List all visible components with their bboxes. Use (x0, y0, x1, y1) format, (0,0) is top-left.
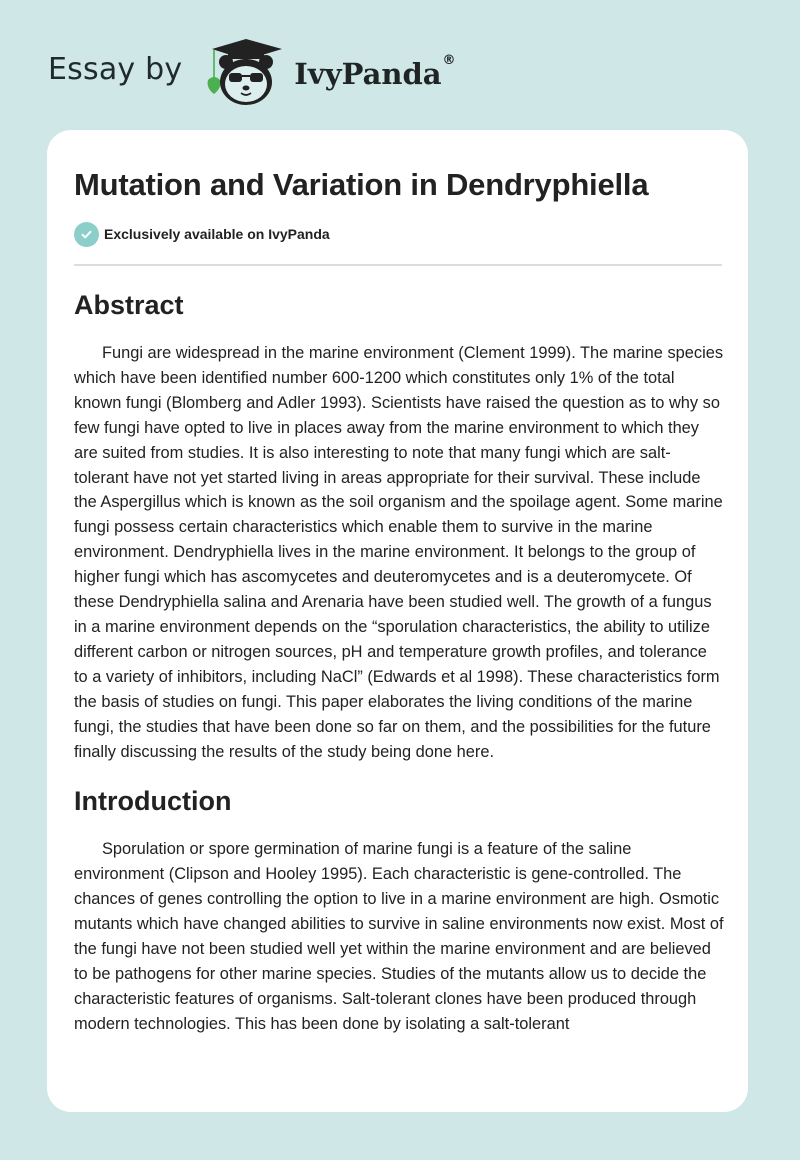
section-paragraph: Sporulation or spore germination of marine fungi is a feature of the saline environment (Clipson and Hooley 1995). Each characteristic is gene-controlled. The chances of genes controlling the option to live in a marine environment are high. Osmotic mutants which have changed abilities to survive in saline environments now exist. Most of the fungi have not been studied well yet within the marine environment and are believed to be pathogens for other marine species. Studies of the mutants allow us to decide the characteristic features of organisms. Salt-tolerant clones have been produced through modern technologies. This has been done by isolating a salt-tolerant (74, 840, 724, 1033)
exclusive-badge (74, 221, 722, 247)
section-introduction (74, 784, 722, 1036)
brand-name[interactable] (294, 52, 456, 91)
essay-card (47, 130, 748, 1112)
badge-text: Exclusively available on IvyPanda (104, 226, 330, 242)
check-circle-icon (74, 222, 99, 247)
registered-mark: ® (442, 52, 456, 68)
section-heading: Introduction (74, 786, 232, 817)
divider (74, 264, 722, 266)
page-title: Mutation and Variation in Dendryphiella (74, 167, 649, 202)
brand-name-text: IvyPanda (294, 56, 442, 91)
panda-graduate-icon[interactable] (200, 34, 286, 110)
section-abstract (74, 288, 722, 764)
site-header (48, 34, 456, 110)
section-paragraph: Fungi are widespread in the marine environment (Clement 1999). The marine species which have been identified number 600-1200 which constitutes only 1% of the total known fungi (Blomberg and Adler 1993). Scientists have raised the question as to why so few fungi have opted to live in places away from the marine environment to which they are suited from studies. It is also interesting to note that many fungi which are salt-tolerant have not yet started living in areas appropriate for their survival. These include the Aspergillus which is known as the soil organism and the spoilage agent. Some marine fungi possess certain characteristics which enable them to survive in the marine environment. Dendryphiella lives in the marine environment. It belongs to the group of higher fungi which has ascomycetes and deuteromycetes and is a deuteromycete. Of these Dendryphiella salina and Arenaria have been studied well. The growth of a fungus in a marine environment depends on the “sporulation characteristics, the ability to utilize different carbon or nitrogen sources, pH and temperature growth profiles, and tolerance to a variety of inhibitors, including NaCl” (Edwards et al 1998). These characteristics form the basis of studies on fungi. This paper elaborates the living conditions of the marine fungi, the studies that have been done so far on them, and the possibilities for the future finally discussing the results of the study being done here. (74, 344, 724, 761)
brand-prefix: Essay by (48, 52, 183, 87)
section-heading: Abstract (74, 290, 184, 320)
